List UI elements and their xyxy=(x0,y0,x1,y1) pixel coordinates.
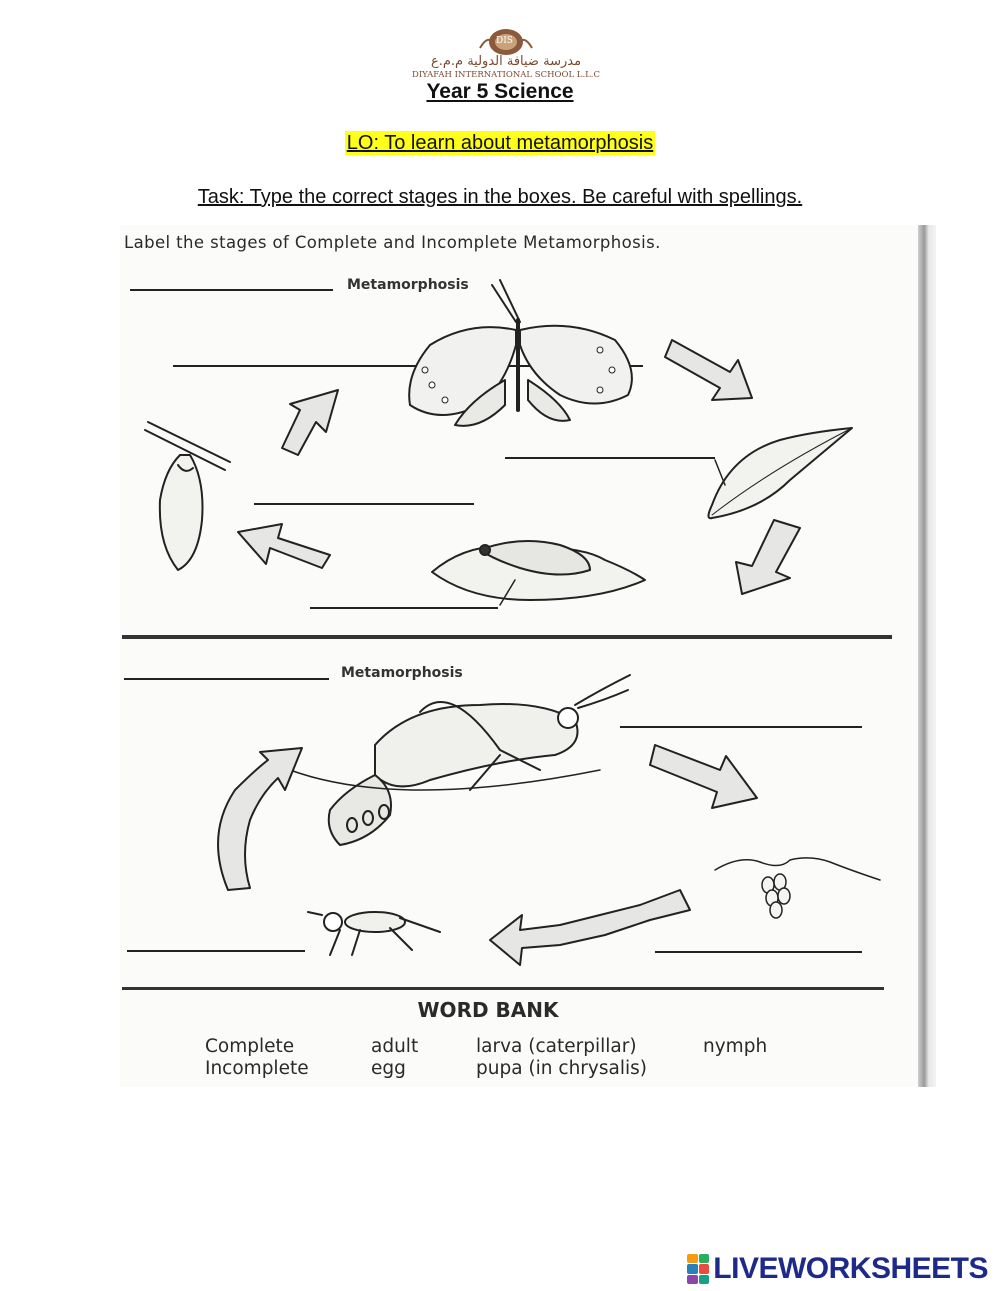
page-title: Year 5 Science xyxy=(426,80,574,103)
section2-metamorphosis-label: Metamorphosis xyxy=(341,665,463,681)
answer-line-type-2[interactable] xyxy=(124,678,329,680)
answer-line-nymph[interactable] xyxy=(127,950,305,952)
answer-line-egg-butterfly[interactable] xyxy=(505,457,715,459)
word-bank-item: Incomplete xyxy=(205,1058,309,1079)
word-bank-item: Complete xyxy=(205,1036,295,1057)
word-bank-item: pupa (in chrysalis) xyxy=(476,1058,647,1079)
task-instruction: Task: Type the correct stages in the boxes. Be careful with spellings. xyxy=(197,186,803,208)
objective-wrapper xyxy=(0,132,1000,155)
school-logo xyxy=(372,26,640,84)
word-bank-item: adult xyxy=(371,1036,419,1057)
liveworksheets-logo-icon xyxy=(687,1254,709,1284)
learning-objective: LO: To learn about metamorphosis xyxy=(346,132,654,154)
worksheet-scan xyxy=(120,225,936,1087)
answer-line-adult[interactable] xyxy=(173,365,643,367)
answer-line-egg-grasshopper[interactable] xyxy=(655,951,862,953)
section1-metamorphosis-label: Metamorphosis xyxy=(347,277,469,293)
section-divider xyxy=(122,635,892,639)
worksheet-instruction: Label the stages of Complete and Incomplete Metamorphosis. xyxy=(124,233,661,252)
word-bank-title: WORD BANK xyxy=(417,998,559,1022)
answer-line-type-1[interactable] xyxy=(130,289,333,291)
word-bank-item: larva (caterpillar) xyxy=(476,1036,637,1057)
word-bank-divider xyxy=(122,987,884,990)
answer-line-larva[interactable] xyxy=(310,607,498,609)
logo-arabic-text: مدرسة ضيافة الدولية م.م.ع xyxy=(430,54,582,69)
answer-line-pupa[interactable] xyxy=(254,503,474,505)
scan-page-edge xyxy=(918,225,936,1087)
logo-english-text: DIYAFAH INTERNATIONAL SCHOOL L.L.C xyxy=(412,70,600,80)
answer-line-adult-grasshopper[interactable] xyxy=(620,726,862,728)
liveworksheets-brand[interactable] xyxy=(687,1252,988,1286)
logo-monogram: DIS xyxy=(496,36,513,46)
brand-name: LIVEWORKSHEETS xyxy=(713,1252,988,1285)
word-bank-item: egg xyxy=(371,1058,406,1079)
word-bank-item: nymph xyxy=(703,1036,768,1057)
